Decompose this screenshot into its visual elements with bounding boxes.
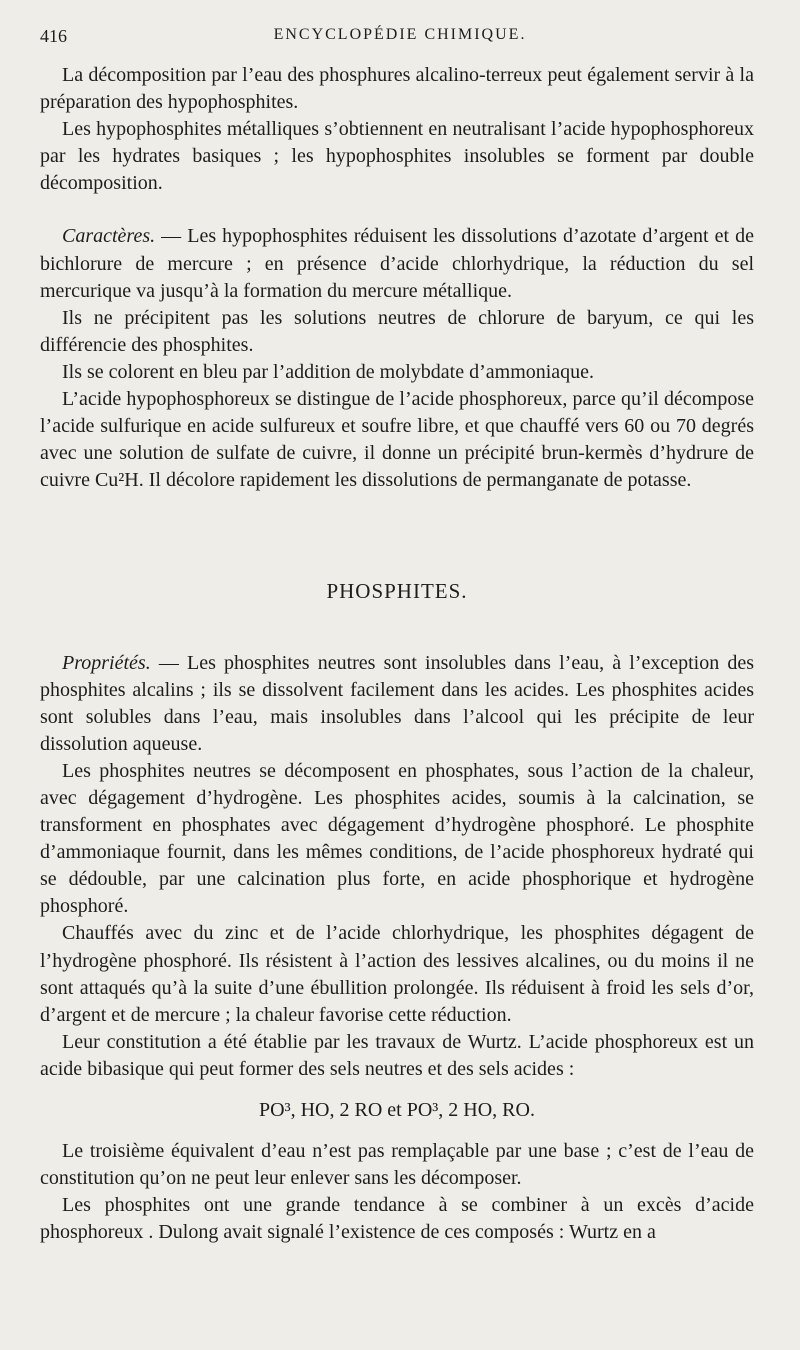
section-title: PHOSPHITES.	[326, 579, 468, 604]
paragraph: Le troisième équivalent d’eau n’est pas remplaçable par une base ; c’est de l’eau de constitution qu’on ne peut leur enlever sans les décomposer.	[40, 1140, 754, 1190]
paragraph-caracteres	[40, 223, 754, 304]
paragraph: Les phosphites neutres se décomposent en phosphates, sous l’action de la chaleur, avec dégagement d’hydrogène. Les phosphites acides, soumis à la calcination, se transforment en phosphates avec dégagement d’hydrogène phosphoré. Le phosphite d’ammoniaque fournit, dans les mêmes conditions, de l’acide phosphoreux hydraté qui se dédouble, par une calcination plus forte, en acide phosphorique et hydrogène phosphoré.	[40, 759, 754, 918]
paragraph: Les phosphites ont une grande tendance à se combiner à un excès d’acide phosphoreux . Dulong avait signalé l’existence de ces composés : Wurtz en a	[40, 1194, 754, 1244]
paragraph: La décomposition par l’eau des phosphures alcalino-terreux peut également servir à la préparation des hypophosphites.	[40, 64, 754, 114]
paragraph-proprietes	[40, 650, 754, 758]
paragraph-lead: Caractères.	[62, 225, 156, 248]
chemical-formula: PO³, HO, 2 RO et PO³, 2 HO, RO.	[259, 1099, 535, 1121]
paragraph: L’acide hypophosphoreux se distingue de l’acide phosphoreux, parce qu’il décompose l’acide sulfurique en acide sulfureux et soufre libre, et que chauffé vers 60 ou 70 degrés avec une solution de sulfate de cuivre, il donne un précipité brun-kermès d’hydrure de cuivre Cu²H. Il décolore rapidement les dissolutions de permanganate de potasse.	[40, 388, 754, 492]
paragraph-lead: Propriétés.	[62, 651, 151, 674]
paragraph-text: — Les hypophosphites réduisent les dissolutions d’azotate d’argent et de bichlorure de mercure ; en présence d’acide chlorhydrique, la réduction du sel mercurique va jusqu’à la formation du mercure métallique.	[40, 225, 754, 302]
page-header	[40, 26, 760, 50]
paragraph: Chauffés avec du zinc et de l’acide chlorhydrique, les phosphites dégagent de l’hydrogène phosphoré. Ils résistent à l’action des lessives alcalines, ou du moins il ne sont attaqués qu’à la suite d’une ébullition prolongée. Ils réduisent à froid les sels d’or, d’argent et de mercure ; la chaleur favorise cette réduction.	[40, 922, 754, 1026]
paragraph: Les hypophosphites métalliques s’obtiennent en neutralisant l’acide hypophosphoreux par les hydrates basiques ; les hypophosphites insolubles se forment par double décomposition.	[40, 118, 754, 195]
paragraph: Ils se colorent en bleu par l’addition de molybdate d’ammoniaque.	[62, 360, 595, 383]
running-title: ENCYCLOPÉDIE CHIMIQUE.	[273, 26, 527, 43]
paragraph: Ils ne précipitent pas les solutions neutres de chlorure de baryum, ce qui les différencie des phosphites.	[40, 306, 754, 356]
body-text	[40, 62, 754, 1246]
page-number: 416	[40, 26, 67, 46]
paragraph-text: — Les phosphites neutres sont insolubles dans l’eau, à l’exception des phosphites alcalins ; ils se dissolvent facilement dans les acides. Les phosphites acides sont solubles dans l’eau, mais insolubles dans l’alcool qui les précipite de leur dissolution aqueuse.	[40, 651, 754, 755]
paragraph: Leur constitution a été établie par les travaux de Wurtz. L’acide phosphoreux est un acide bibasique qui peut former des sels neutres et des sels acides :	[40, 1030, 754, 1080]
